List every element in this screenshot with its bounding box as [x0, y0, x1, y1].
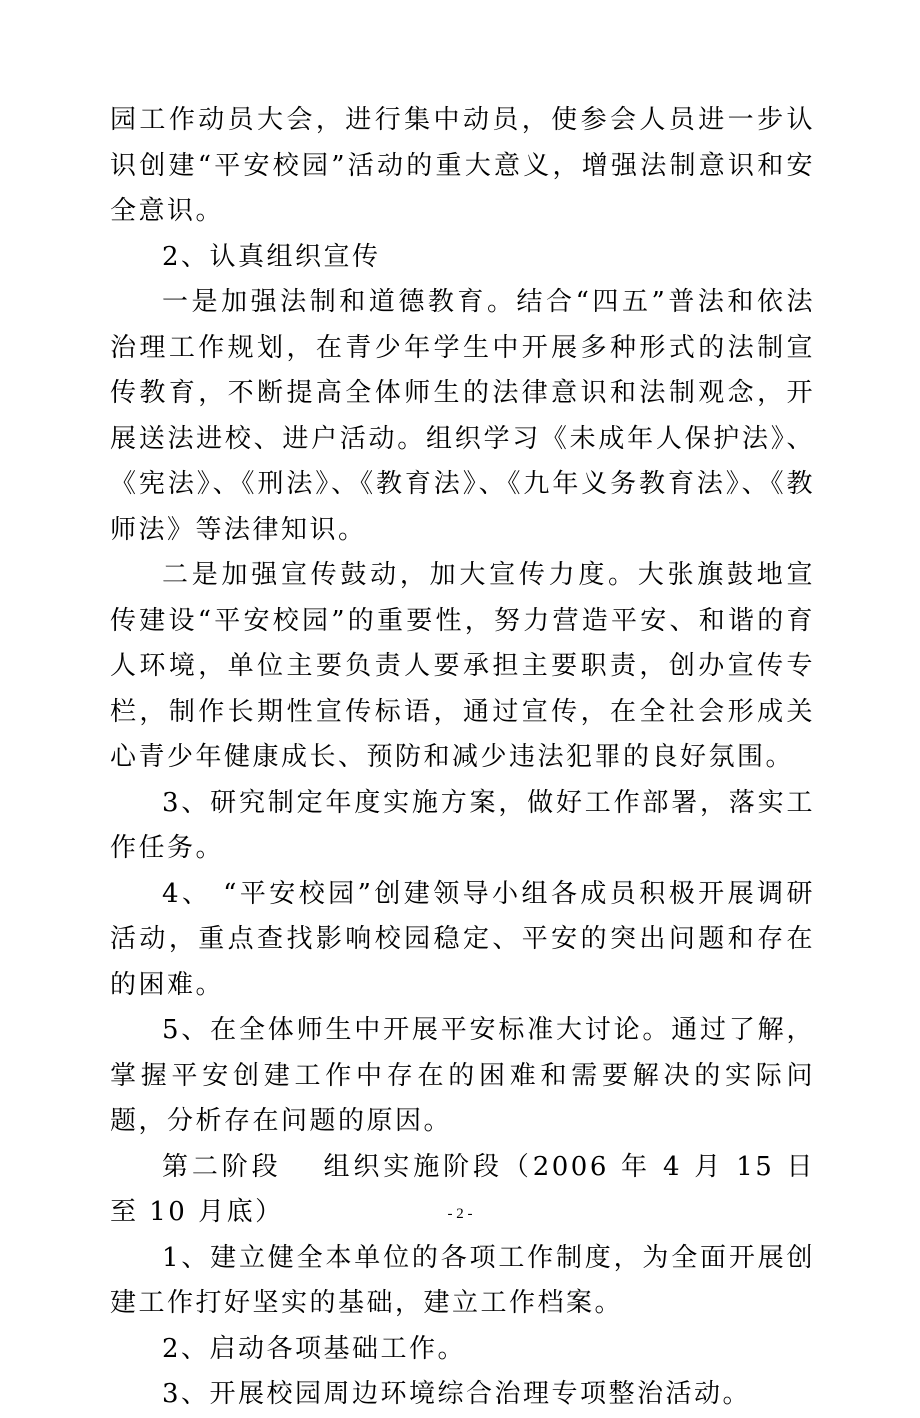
item-annual-plan: 3、研究制定年度实施方案，做好工作部署，落实工作任务。 — [110, 787, 815, 863]
item-work-system: 1、建立健全本单位的各项工作制度，为全面开展创建工作打好坚实的基础，建立工作档案。 — [110, 1242, 815, 1318]
paragraph-continuation: 园工作动员大会，进行集中动员，使参会人员进一步认识创建“平安校园”活动的重大意义，增强法制意识和安全意识。 — [110, 105, 815, 226]
page-number: - 2 - — [447, 1206, 473, 1222]
paragraph-legal-education: 一是加强法制和道德教育。结合“四五”普法和依法治理工作规划，在青少年学生中开展多种形式的法制宣传教育，不断提高全体师生的法律意识和法制观念，开展送法进校、进户活动。组织学习《未成年人保护法》、《宪法》、《刑法》、《教育法》、《九年义务教育法》、《教师法》等法律知识。 — [110, 287, 815, 545]
item-environment-rectification: 3、开展校园周边环境综合治理专项整治活动。 — [162, 1379, 752, 1409]
heading-phase-two: 第二阶段 组织实施阶段（2006 年 4 月 15 日至 10 月底） — [110, 1151, 815, 1227]
heading-publicity: 2、认真组织宣传 — [162, 241, 381, 272]
item-basic-work: 2、启动各项基础工作。 — [162, 1333, 467, 1364]
paragraph-publicity-campaign: 二是加强宣传鼓动，加大宣传力度。大张旗鼓地宣传建设“平安校园”的重要性，努力营造平安、和谐的育人环境，单位主要负责人要承担主要职责，创办宣传专栏，制作长期性宣传标语，通过宣传，在全社会形成关心青少年健康成长、预防和减少违法犯罪的良好氛围。 — [110, 560, 815, 772]
item-research-activities: 4、 “平安校园”创建领导小组各成员积极开展调研活动，重点查找影响校园稳定、平安的突出问题和存在的困难。 — [110, 878, 815, 1000]
item-safety-discussion: 5、在全体师生中开展平安标准大讨论。通过了解，掌握平安创建工作中存在的困难和需要解决的实际问题，分析存在问题的原因。 — [110, 1015, 815, 1136]
